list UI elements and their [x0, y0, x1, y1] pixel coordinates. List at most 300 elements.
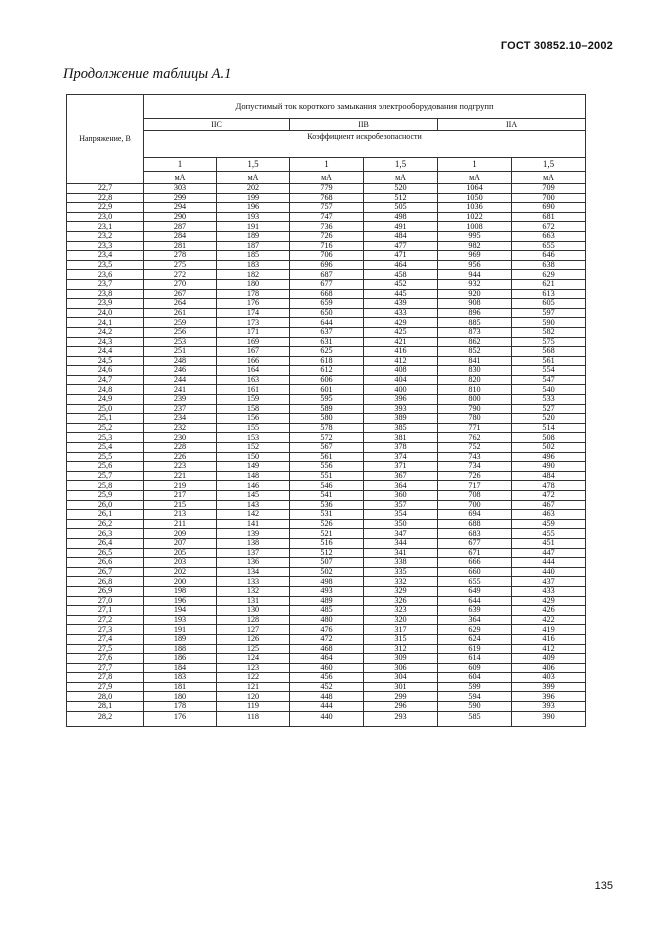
- voltage-cell: 24,7: [67, 375, 144, 385]
- current-cell: 896: [438, 308, 512, 318]
- current-cell: 969: [438, 251, 512, 261]
- current-cell: 226: [144, 452, 217, 462]
- group-header-iic: IIC: [144, 119, 290, 131]
- voltage-cell: 25,5: [67, 452, 144, 462]
- current-cell: 476: [290, 625, 364, 635]
- current-cell: 690: [512, 203, 586, 213]
- current-cell: 203: [144, 558, 217, 568]
- table-row: [67, 654, 586, 664]
- current-cell: 329: [364, 586, 438, 596]
- current-cell: 489: [290, 596, 364, 606]
- current-cell: 128: [217, 615, 290, 625]
- current-cell: 743: [438, 452, 512, 462]
- current-cell: 873: [438, 327, 512, 337]
- voltage-cell: 23,0: [67, 212, 144, 222]
- current-cell: 183: [144, 673, 217, 683]
- current-cell: 253: [144, 337, 217, 347]
- current-cell: 810: [438, 385, 512, 395]
- table-row: [67, 663, 586, 673]
- current-cell: 982: [438, 241, 512, 251]
- current-cell: 180: [144, 692, 217, 702]
- current-cell: 451: [512, 538, 586, 548]
- voltage-cell: 26,6: [67, 558, 144, 568]
- current-cell: 546: [290, 481, 364, 491]
- current-cell: 649: [438, 586, 512, 596]
- current-cell: 228: [144, 443, 217, 453]
- current-cell: 125: [217, 644, 290, 654]
- current-cell: 638: [512, 260, 586, 270]
- group-header-iia: IIA: [438, 119, 586, 131]
- current-cell: 995: [438, 231, 512, 241]
- table-row: [67, 318, 586, 328]
- current-cell: 136: [217, 558, 290, 568]
- voltage-cell: 24,4: [67, 347, 144, 357]
- current-cell: 932: [438, 279, 512, 289]
- voltage-cell: 26,7: [67, 567, 144, 577]
- current-cell: 478: [512, 481, 586, 491]
- table-row: [67, 251, 586, 261]
- voltage-column-header: Напряжение, В: [67, 95, 144, 184]
- current-cell: 403: [512, 673, 586, 683]
- current-cell: 472: [512, 491, 586, 501]
- current-cell: 688: [438, 519, 512, 529]
- current-cell: 736: [290, 222, 364, 232]
- current-cell: 520: [512, 414, 586, 424]
- voltage-cell: 24,3: [67, 337, 144, 347]
- table-row: [67, 212, 586, 222]
- current-cell: 121: [217, 682, 290, 692]
- current-cell: 164: [217, 366, 290, 376]
- current-cell: 572: [290, 433, 364, 443]
- table-row: [67, 337, 586, 347]
- current-cell: 694: [438, 510, 512, 520]
- current-cell: 464: [290, 654, 364, 664]
- current-cell: 447: [512, 548, 586, 558]
- current-cell: 219: [144, 481, 217, 491]
- current-cell: 186: [144, 654, 217, 664]
- current-cell: 232: [144, 423, 217, 433]
- current-cell: 237: [144, 404, 217, 414]
- current-cell: 568: [512, 347, 586, 357]
- current-cell: 533: [512, 395, 586, 405]
- voltage-cell: 25,2: [67, 423, 144, 433]
- current-cell: 205: [144, 548, 217, 558]
- table-row: [67, 606, 586, 616]
- table-row: [67, 260, 586, 270]
- current-cell: 326: [364, 596, 438, 606]
- table-row: [67, 395, 586, 405]
- voltage-cell: 27,5: [67, 644, 144, 654]
- current-cell: 717: [438, 481, 512, 491]
- current-cell: 163: [217, 375, 290, 385]
- current-cell: 239: [144, 395, 217, 405]
- current-cell: 234: [144, 414, 217, 424]
- current-cell: 119: [217, 702, 290, 712]
- current-cell: 650: [290, 308, 364, 318]
- voltage-cell: 24,0: [67, 308, 144, 318]
- current-cell: 182: [217, 270, 290, 280]
- current-cell: 433: [364, 308, 438, 318]
- current-cell: 261: [144, 308, 217, 318]
- voltage-cell: 27,2: [67, 615, 144, 625]
- current-cell: 507: [290, 558, 364, 568]
- current-cell: 561: [290, 452, 364, 462]
- voltage-cell: 27,3: [67, 625, 144, 635]
- current-cell: 193: [217, 212, 290, 222]
- current-cell: 637: [290, 327, 364, 337]
- current-cell: 659: [290, 299, 364, 309]
- current-cell: 360: [364, 491, 438, 501]
- safety-factor-value: 1,5: [512, 158, 586, 172]
- table-row: [67, 452, 586, 462]
- current-cell: 672: [512, 222, 586, 232]
- current-cell: 158: [217, 404, 290, 414]
- current-cell: 152: [217, 443, 290, 453]
- safety-factor-value: 1,5: [217, 158, 290, 172]
- current-cell: 512: [290, 548, 364, 558]
- current-cell: 191: [217, 222, 290, 232]
- current-cell: 444: [290, 702, 364, 712]
- current-cell: 120: [217, 692, 290, 702]
- current-cell: 323: [364, 606, 438, 616]
- current-cell: 251: [144, 347, 217, 357]
- current-cell: 270: [144, 279, 217, 289]
- current-cell: 142: [217, 510, 290, 520]
- voltage-cell: 27,9: [67, 682, 144, 692]
- current-cell: 264: [144, 299, 217, 309]
- current-cell: 575: [512, 337, 586, 347]
- current-cell: 416: [512, 634, 586, 644]
- voltage-cell: 27,8: [67, 673, 144, 683]
- voltage-cell: 26,9: [67, 586, 144, 596]
- safety-factor-value: 1,5: [364, 158, 438, 172]
- current-cell: 390: [512, 711, 586, 726]
- current-cell: 790: [438, 404, 512, 414]
- current-cell: 484: [364, 231, 438, 241]
- current-cell: 199: [217, 193, 290, 203]
- current-cell: 1050: [438, 193, 512, 203]
- table-row: [67, 414, 586, 424]
- table-row: [67, 327, 586, 337]
- current-cell: 406: [512, 663, 586, 673]
- voltage-cell: 26,4: [67, 538, 144, 548]
- voltage-cell: 25,3: [67, 433, 144, 443]
- current-cell: 171: [217, 327, 290, 337]
- table-row: [67, 471, 586, 481]
- current-cell: 309: [364, 654, 438, 664]
- current-cell: 303: [144, 184, 217, 194]
- current-cell: 458: [364, 270, 438, 280]
- current-cell: 700: [438, 500, 512, 510]
- current-cell: 1064: [438, 184, 512, 194]
- current-cell: 508: [512, 433, 586, 443]
- voltage-cell: 24,5: [67, 356, 144, 366]
- current-cell: 404: [364, 375, 438, 385]
- current-cell: 455: [512, 529, 586, 539]
- current-cell: 400: [364, 385, 438, 395]
- table-row: [67, 231, 586, 241]
- current-cell: 421: [364, 337, 438, 347]
- table-row: [67, 222, 586, 232]
- current-cell: 350: [364, 519, 438, 529]
- current-cell: 612: [290, 366, 364, 376]
- current-cell: 426: [512, 606, 586, 616]
- voltage-cell: 27,4: [67, 634, 144, 644]
- table-row: [67, 404, 586, 414]
- table-row: [67, 184, 586, 194]
- table-row: [67, 491, 586, 501]
- current-cell: 472: [290, 634, 364, 644]
- table-row: [67, 692, 586, 702]
- current-cell: 490: [512, 462, 586, 472]
- current-cell: 185: [217, 251, 290, 261]
- current-cell: 187: [217, 241, 290, 251]
- current-cell: 589: [290, 404, 364, 414]
- current-cell: 429: [364, 318, 438, 328]
- current-cell: 439: [364, 299, 438, 309]
- current-cell: 779: [290, 184, 364, 194]
- current-cell: 174: [217, 308, 290, 318]
- current-cell: 605: [512, 299, 586, 309]
- current-cell: 885: [438, 318, 512, 328]
- voltage-cell: 26,0: [67, 500, 144, 510]
- current-cell: 624: [438, 634, 512, 644]
- current-cell: 505: [364, 203, 438, 213]
- current-cell: 393: [512, 702, 586, 712]
- current-cell: 367: [364, 471, 438, 481]
- current-cell: 452: [290, 682, 364, 692]
- current-cell: 852: [438, 347, 512, 357]
- voltage-cell: 26,2: [67, 519, 144, 529]
- current-cell: 217: [144, 491, 217, 501]
- current-cell: 275: [144, 260, 217, 270]
- current-cell: 514: [512, 423, 586, 433]
- voltage-cell: 25,7: [67, 471, 144, 481]
- current-cell: 148: [217, 471, 290, 481]
- current-cell: 920: [438, 289, 512, 299]
- current-cell: 176: [217, 299, 290, 309]
- current-cell: 371: [364, 462, 438, 472]
- table-row: [67, 375, 586, 385]
- current-cell: 660: [438, 567, 512, 577]
- current-cell: 196: [144, 596, 217, 606]
- current-cell: 230: [144, 433, 217, 443]
- current-cell: 551: [290, 471, 364, 481]
- table-row: [67, 423, 586, 433]
- current-cell: 1036: [438, 203, 512, 213]
- table-row: [67, 634, 586, 644]
- current-cell: 123: [217, 663, 290, 673]
- current-cell: 491: [364, 222, 438, 232]
- unit-label: мА: [217, 172, 290, 184]
- current-cell: 189: [217, 231, 290, 241]
- current-cell: 422: [512, 615, 586, 625]
- voltage-cell: 23,6: [67, 270, 144, 280]
- current-cell: 536: [290, 500, 364, 510]
- current-cell: 344: [364, 538, 438, 548]
- current-cell: 496: [512, 452, 586, 462]
- current-cell: 267: [144, 289, 217, 299]
- safety-factor-value: 1: [290, 158, 364, 172]
- voltage-cell: 24,2: [67, 327, 144, 337]
- current-cell: 416: [364, 347, 438, 357]
- current-cell: 666: [438, 558, 512, 568]
- current-cell: 143: [217, 500, 290, 510]
- table-row: [67, 433, 586, 443]
- unit-label: мА: [512, 172, 586, 184]
- table-row: [67, 356, 586, 366]
- current-cell: 385: [364, 423, 438, 433]
- current-cell: 132: [217, 586, 290, 596]
- table-header: [67, 95, 586, 184]
- current-cell: 306: [364, 663, 438, 673]
- current-cell: 284: [144, 231, 217, 241]
- current-cell: 700: [512, 193, 586, 203]
- current-cell: 256: [144, 327, 217, 337]
- table-row: [67, 299, 586, 309]
- voltage-cell: 23,7: [67, 279, 144, 289]
- current-cell: 124: [217, 654, 290, 664]
- current-cell: 139: [217, 529, 290, 539]
- page-number: 135: [594, 880, 613, 892]
- current-cell: 180: [217, 279, 290, 289]
- current-cell: 613: [512, 289, 586, 299]
- current-cell: 130: [217, 606, 290, 616]
- table-row: [67, 308, 586, 318]
- current-cell: 173: [217, 318, 290, 328]
- current-cell: 820: [438, 375, 512, 385]
- table-row: [67, 443, 586, 453]
- table-row: [67, 462, 586, 472]
- current-cell: 196: [217, 203, 290, 213]
- unit-label: мА: [144, 172, 217, 184]
- voltage-cell: 24,1: [67, 318, 144, 328]
- current-cell: 526: [290, 519, 364, 529]
- current-cell: 527: [512, 404, 586, 414]
- current-cell: 364: [364, 481, 438, 491]
- current-cell: 463: [512, 510, 586, 520]
- table-row: [67, 366, 586, 376]
- current-cell: 209: [144, 529, 217, 539]
- table-row: [67, 203, 586, 213]
- current-cell: 207: [144, 538, 217, 548]
- current-cell: 155: [217, 423, 290, 433]
- voltage-cell: 24,9: [67, 395, 144, 405]
- current-cell: 396: [364, 395, 438, 405]
- table-row: [67, 481, 586, 491]
- current-cell: 757: [290, 203, 364, 213]
- table-row: [67, 702, 586, 712]
- current-cell: 133: [217, 577, 290, 587]
- table-row: [67, 385, 586, 395]
- group-header-iib: IIB: [290, 119, 438, 131]
- current-cell: 520: [364, 184, 438, 194]
- current-cell: 191: [144, 625, 217, 635]
- current-cell: 752: [438, 443, 512, 453]
- current-cell: 389: [364, 414, 438, 424]
- current-cell: 599: [438, 682, 512, 692]
- current-cell: 150: [217, 452, 290, 462]
- current-cell: 677: [290, 279, 364, 289]
- voltage-cell: 25,4: [67, 443, 144, 453]
- current-cell: 161: [217, 385, 290, 395]
- current-cell: 619: [438, 644, 512, 654]
- voltage-cell: 28,2: [67, 711, 144, 726]
- current-cell: 281: [144, 241, 217, 251]
- current-cell: 193: [144, 615, 217, 625]
- voltage-cell: 26,3: [67, 529, 144, 539]
- current-cell: 677: [438, 538, 512, 548]
- voltage-cell: 23,9: [67, 299, 144, 309]
- current-cell: 194: [144, 606, 217, 616]
- voltage-cell: 23,5: [67, 260, 144, 270]
- current-cell: 614: [438, 654, 512, 664]
- current-cell: 259: [144, 318, 217, 328]
- current-cell: 296: [364, 702, 438, 712]
- current-cell: 747: [290, 212, 364, 222]
- current-cell: 683: [438, 529, 512, 539]
- current-cell: 134: [217, 567, 290, 577]
- current-cell: 498: [290, 577, 364, 587]
- voltage-cell: 22,9: [67, 203, 144, 213]
- table-row: [67, 644, 586, 654]
- main-header: Допустимый ток короткого замыкания электрооборудования подгрупп: [144, 95, 586, 119]
- current-cell: 956: [438, 260, 512, 270]
- voltage-cell: 24,6: [67, 366, 144, 376]
- current-cell: 176: [144, 711, 217, 726]
- voltage-cell: 27,6: [67, 654, 144, 664]
- voltage-cell: 28,1: [67, 702, 144, 712]
- current-cell: 944: [438, 270, 512, 280]
- voltage-cell: 27,7: [67, 663, 144, 673]
- current-cell: 841: [438, 356, 512, 366]
- current-cell: 445: [364, 289, 438, 299]
- current-cell: 585: [438, 711, 512, 726]
- table-row: [67, 347, 586, 357]
- current-cell: 127: [217, 625, 290, 635]
- current-cell: 655: [512, 241, 586, 251]
- current-cell: 800: [438, 395, 512, 405]
- current-cell: 312: [364, 644, 438, 654]
- standard-designation: ГОСТ 30852.10–2002: [500, 40, 613, 52]
- current-cell: 556: [290, 462, 364, 472]
- current-cell: 293: [364, 711, 438, 726]
- table-continuation-title: Продолжение таблицы А.1: [63, 66, 232, 82]
- voltage-cell: 23,8: [67, 289, 144, 299]
- unit-label: мА: [290, 172, 364, 184]
- table-row: [67, 289, 586, 299]
- voltage-cell: 23,1: [67, 222, 144, 232]
- table-row: [67, 193, 586, 203]
- current-cell: 1022: [438, 212, 512, 222]
- current-cell: 456: [290, 673, 364, 683]
- table-row: [67, 577, 586, 587]
- current-cell: 429: [512, 596, 586, 606]
- current-cell: 419: [512, 625, 586, 635]
- current-cell: 354: [364, 510, 438, 520]
- current-cell: 655: [438, 577, 512, 587]
- current-cell: 644: [290, 318, 364, 328]
- table-row: [67, 596, 586, 606]
- current-cell: 706: [290, 251, 364, 261]
- current-cell: 335: [364, 567, 438, 577]
- table-row: [67, 682, 586, 692]
- current-cell: 320: [364, 615, 438, 625]
- current-cell: 341: [364, 548, 438, 558]
- current-cell: 198: [144, 586, 217, 596]
- current-cell: 137: [217, 548, 290, 558]
- current-cell: 471: [364, 251, 438, 261]
